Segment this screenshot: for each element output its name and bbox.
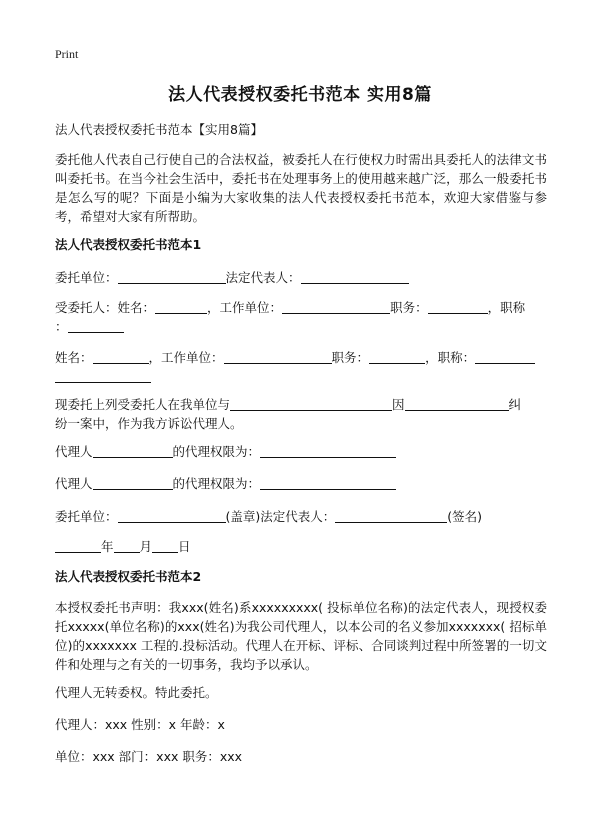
legal-rep-sign-blank — [335, 509, 447, 523]
entrusting-unit-row — [55, 268, 550, 287]
dispute-blank — [405, 397, 509, 411]
entrusting-unit-blank — [118, 270, 226, 284]
title-blank-cont — [55, 369, 151, 383]
legal-rep-label: 法定代表人： — [225, 270, 301, 285]
separator: ， — [425, 350, 438, 365]
day-label: 日 — [178, 539, 191, 554]
case-text-a: 现委托上列受委托人在我单位与 — [55, 397, 231, 412]
document-subtitle: 法人代表授权委托书范本【实用8篇】 — [55, 122, 263, 137]
trustee-row-2 — [55, 348, 550, 367]
entrusting-unit-label: 委托单位： — [55, 270, 118, 285]
year-blank — [55, 539, 101, 553]
name-label: 姓名： — [117, 300, 156, 315]
date-row — [55, 537, 550, 556]
section2-heading: 法人代表授权委托书范本2 — [55, 569, 202, 584]
colon: ： — [462, 350, 476, 365]
seal-label: (盖章)法定代表人： — [225, 509, 336, 524]
unit-info-line: 单位：xxx 部门：xxx 职务：xxx — [55, 749, 243, 764]
authority-blank — [260, 476, 396, 490]
separator: ， — [148, 350, 162, 365]
work-unit-label: 工作单位： — [219, 300, 283, 315]
section2-statement: 本授权委托书声明：我xxx(姓名)系xxxxxxxxx( 投标单位名称)的法定代表人，现授权委托xxxxx(单位名称)的xxx(姓名)为我公司代理人，以本公司的名义参加xxxxxxx( 招标单位)的xxxxxxx 工程的.投标活动。代理人在开标、评标、合同谈判过程中所签署的一切文件和处理与之有关的一切事务，我均予以承认。 — [55, 600, 547, 672]
agent-row-2 — [55, 474, 550, 493]
work-unit-blank — [224, 350, 332, 364]
work-unit-label: 工作单位： — [161, 350, 224, 365]
separator: ， — [487, 300, 501, 315]
authority-blank — [260, 444, 396, 458]
section1-heading: 法人代表授权委托书范本1 — [55, 237, 202, 252]
title-blank — [475, 350, 535, 364]
name-blank — [93, 350, 149, 364]
legal-rep-blank — [301, 270, 409, 284]
position-label: 职务： — [390, 300, 428, 315]
month-blank — [114, 539, 140, 553]
entrusting-unit-blank — [118, 509, 226, 523]
position-blank — [369, 350, 425, 364]
trustee-row-2-cont — [55, 367, 550, 386]
document-title: 法人代表授权委托书范本 实用8篇 — [168, 85, 432, 105]
agent-info-line: 代理人：xxx 性别：x 年龄：x — [55, 717, 225, 732]
authority-label: 的代理权限为： — [172, 476, 261, 491]
intro-paragraph: 委托他人代表自己行使自己的合法权益，被委托人在行使权力时需出具委托人的法律文书叫委托书。在当今社会生活中，委托书在处理事务上的使用越来越广泛，那么一般委托书是怎么写的呢？下面是小编为大家收集的法人代表授权委托书范本，欢迎大家借鉴与参考，希望对大家有所帮助。 — [55, 152, 547, 224]
month-label: 月 — [139, 539, 153, 554]
colon: ： — [55, 319, 68, 334]
case-text-b: 因 — [392, 397, 405, 412]
position-blank — [428, 300, 488, 314]
work-unit-blank — [282, 300, 390, 314]
title-label: 职称 — [500, 300, 526, 315]
agent-row-1 — [55, 442, 550, 461]
day-blank — [152, 539, 178, 553]
trustee-row-1-cont — [55, 317, 550, 336]
trustee-row-1 — [55, 298, 550, 317]
counterparty-blank — [230, 397, 392, 411]
agent-label: 代理人 — [55, 476, 93, 491]
agent-blank — [93, 476, 173, 490]
title-blank — [68, 319, 124, 333]
agent-label: 代理人 — [55, 444, 93, 459]
seal-row — [55, 507, 550, 526]
sign-label: (签名) — [447, 509, 483, 524]
no-transfer-line: 代理人无转委权。特此委托。 — [55, 685, 218, 700]
case-text-c: 纠 — [508, 397, 522, 412]
position-label: 职务： — [331, 350, 370, 365]
trustee-label: 受委托人： — [55, 300, 118, 315]
separator: ， — [207, 300, 220, 315]
title-label: 职称 — [437, 350, 463, 365]
print-label: Print — [55, 47, 79, 61]
name-label: 姓名： — [55, 350, 93, 365]
authority-label: 的代理权限为： — [172, 444, 261, 459]
entrusting-unit-label: 委托单位： — [55, 509, 118, 524]
case-row-cont: 纷一案中，作为我方诉讼代理人。 — [55, 416, 243, 431]
case-row — [55, 395, 550, 414]
name-blank — [155, 300, 207, 314]
year-label: 年 — [101, 539, 114, 554]
agent-blank — [93, 444, 173, 458]
